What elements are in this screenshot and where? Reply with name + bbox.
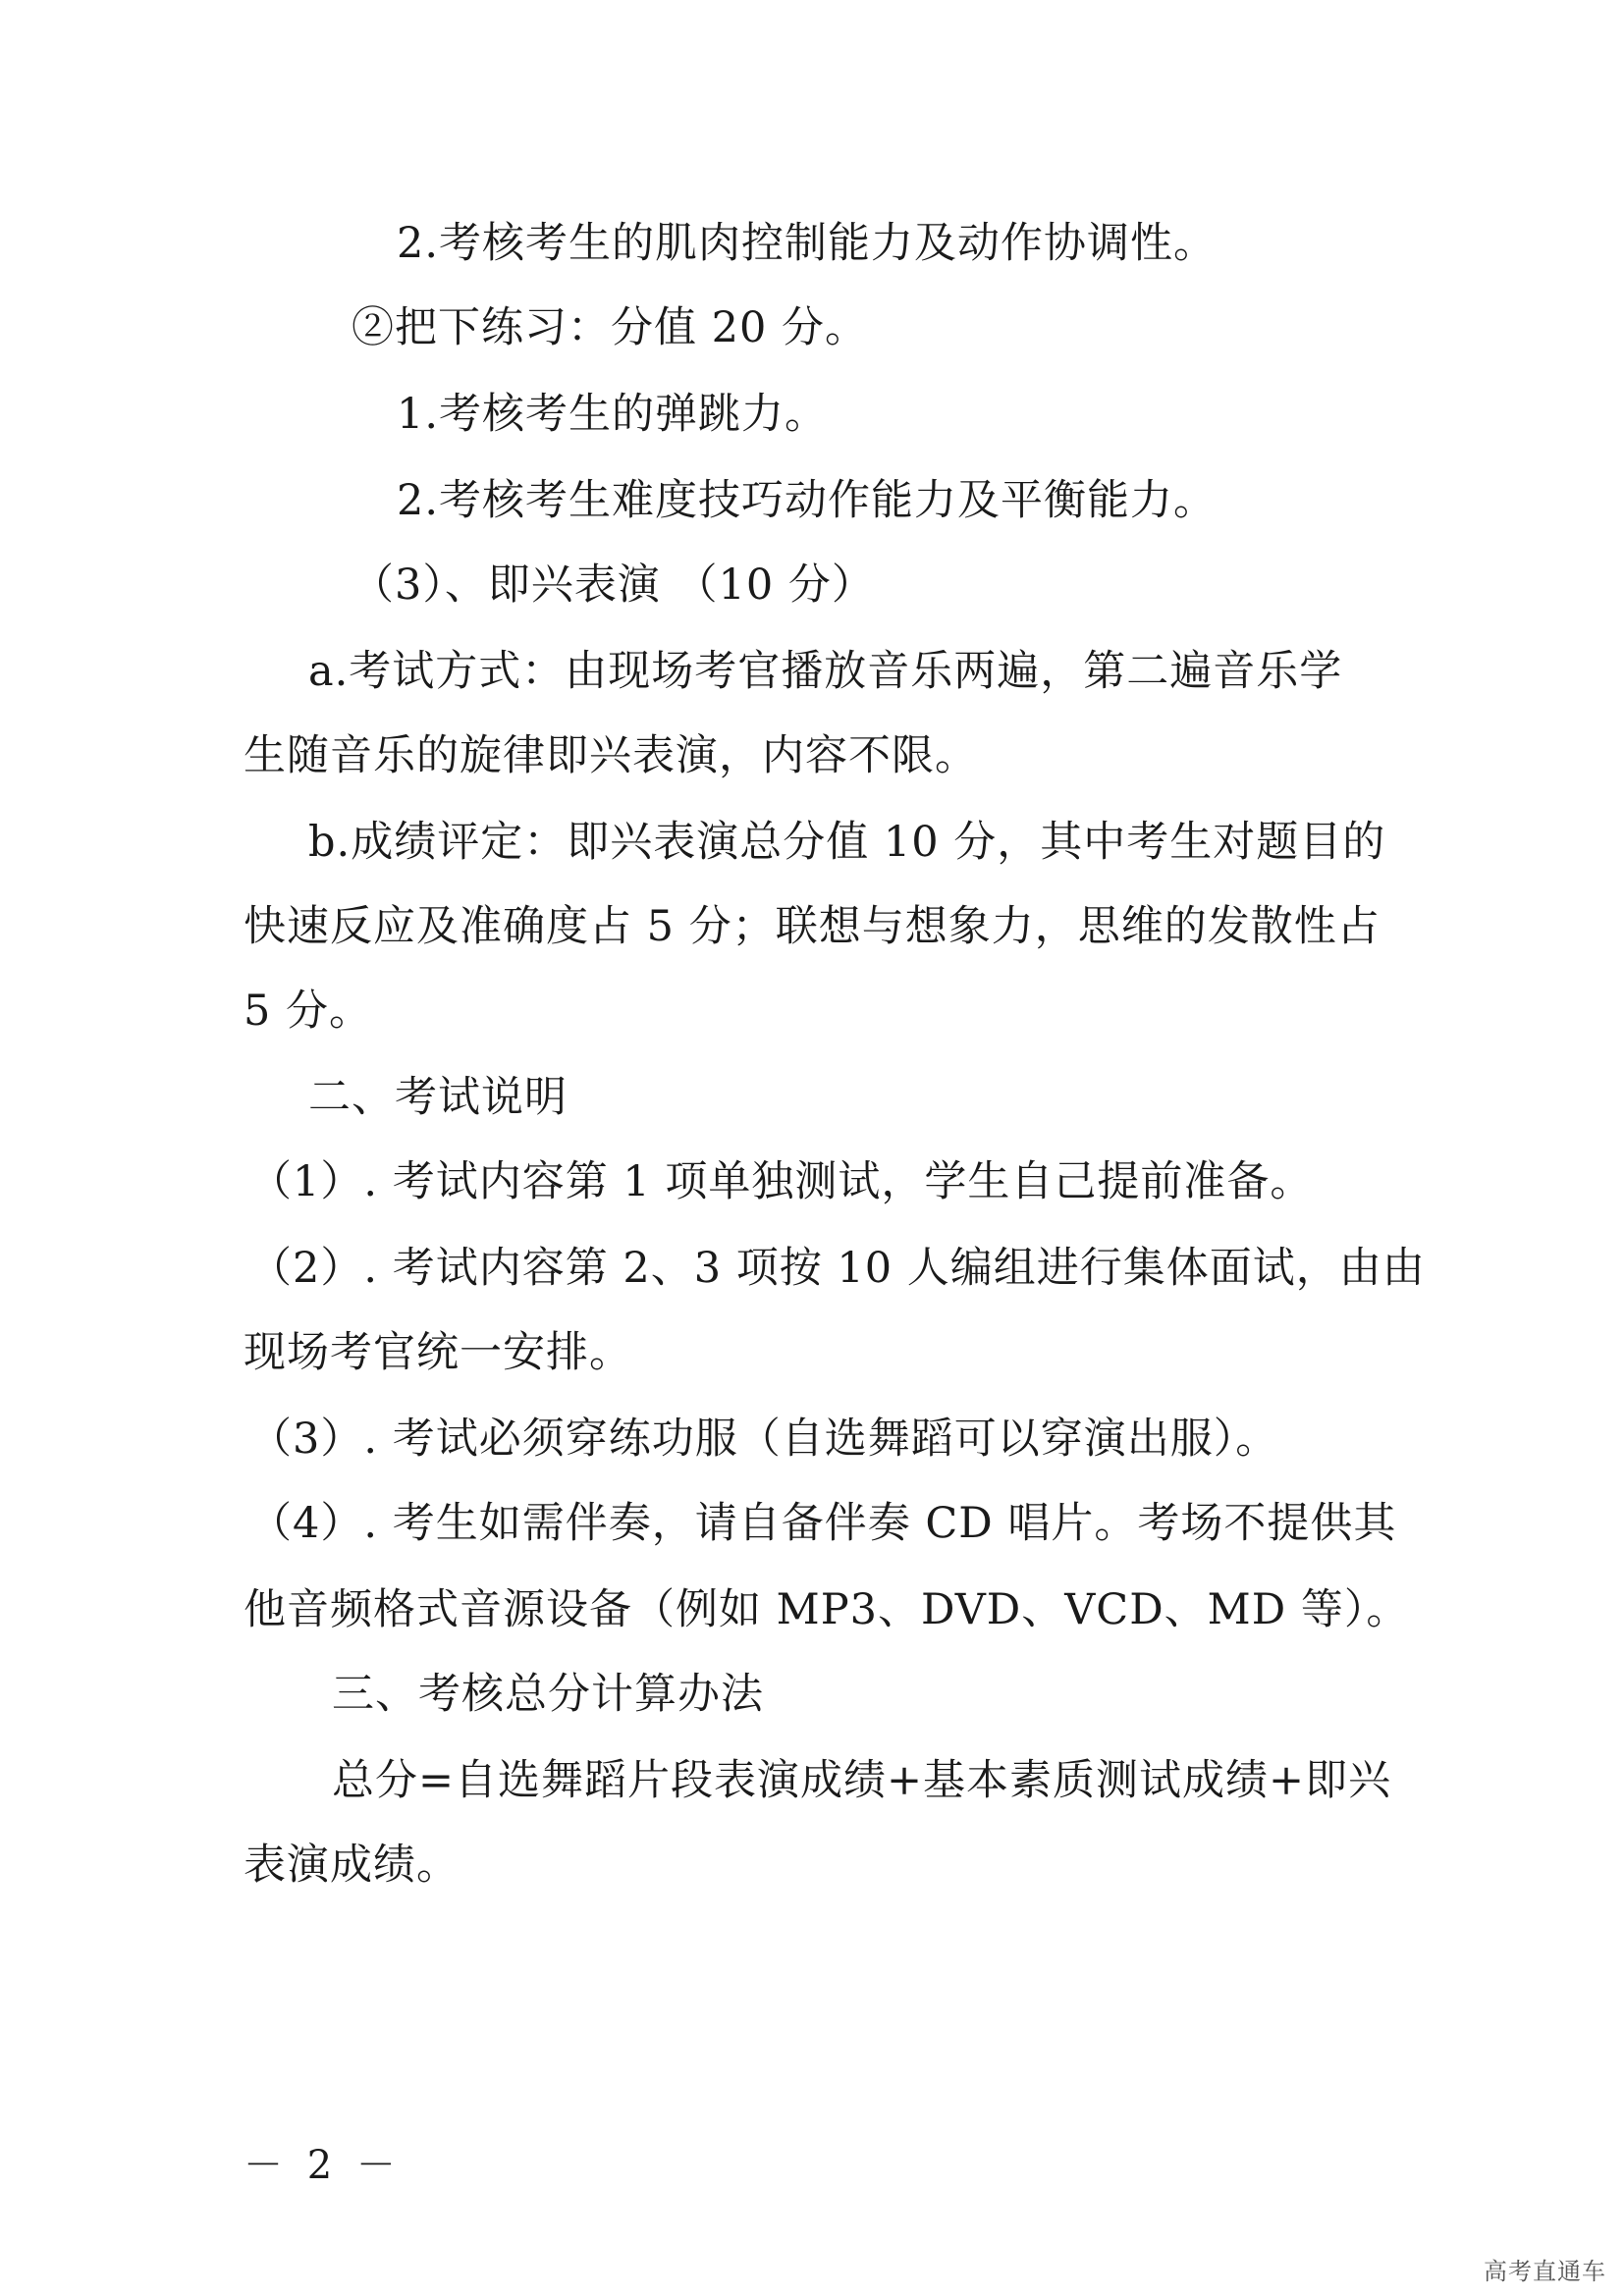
text-line: ②把下练习：分值 20 分。	[352, 303, 869, 352]
text-line: 表演成绩。	[244, 1841, 460, 1890]
text-line: 5 分。	[244, 987, 373, 1036]
text-line: 2.考核考生的肌肉控制能力及动作协调性。	[397, 219, 1218, 268]
text-line: （1）. 考试内容第 1 项单独测试，学生自己提前准备。	[249, 1157, 1314, 1206]
text-line: a.考试方式：由现场考官播放音乐两遍，第二遍音乐学	[308, 647, 1343, 696]
text-line: （2）. 考试内容第 2、3 项按 10 人编组进行集体面试，由由	[249, 1244, 1426, 1293]
text-line: （3）. 考试必须穿练功服（自选舞蹈可以穿演出服）。	[249, 1415, 1279, 1464]
text-line: 2.考核考生难度技巧动作能力及平衡能力。	[397, 476, 1218, 525]
text-line: 他音频格式音源设备（例如 MP3、DVD、VCD、MD 等）。	[244, 1585, 1410, 1634]
section-heading: 三、考核总分计算办法	[332, 1670, 764, 1719]
text-line: 快速反应及准确度占 5 分；联想与想象力，思维的发散性占	[244, 902, 1380, 951]
text-line: （3）、即兴表演 （10 分）	[352, 561, 875, 610]
text-line: 总分=自选舞蹈片段表演成绩+基本素质测试成绩+即兴	[332, 1756, 1392, 1805]
text-line: 现场考官统一安排。	[244, 1328, 632, 1377]
text-line: b.成绩评定：即兴表演总分值 10 分，其中考生对题目的	[308, 818, 1386, 867]
watermark-text: 高考直通车	[1484, 2258, 1606, 2285]
text-line: 生随音乐的旋律即兴表演，内容不限。	[244, 731, 978, 780]
text-line: （4）. 考生如需伴奏，请自备伴奏 CD 唱片。考场不提供其	[249, 1499, 1397, 1548]
page-number: － 2 －	[244, 2143, 402, 2188]
section-heading: 二、考试说明	[308, 1073, 568, 1122]
text-line: 1.考核考生的弹跳力。	[397, 390, 829, 439]
